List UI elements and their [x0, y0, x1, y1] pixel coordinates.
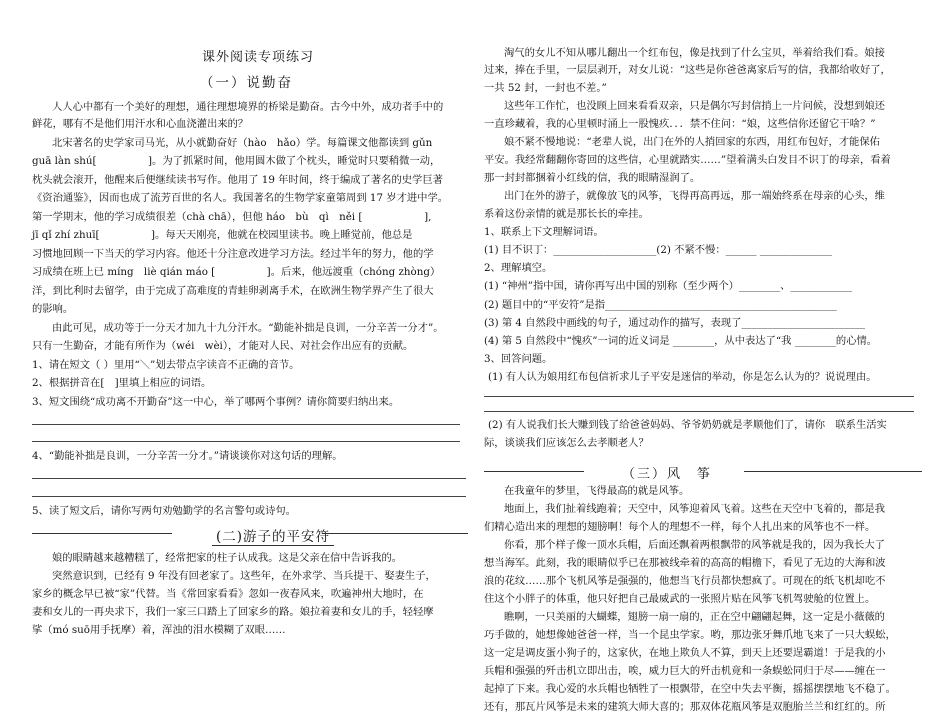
s3-line: 巧手做的，她想像她爸爸一样，当一个昆虫学家。哟，那边张牙舞爪地飞来了一只大蜈蚣， [484, 629, 896, 641]
decorative-rule [744, 471, 922, 472]
answer-line[interactable] [484, 396, 914, 397]
s2-question: (2) 有人说我们长大赚到钱了给爸爸妈妈、爷爷奶奶就是孝顺他们了，请你 联系生活实 [488, 419, 887, 431]
s1-line: 习惯地回顾一下当天的学习内容。他还十分注意改进学习方法。经过半年的努力，他的学 [32, 248, 434, 260]
s2-line: 这些年工作忙，也没顾上回来看看双亲，只是偶尔写封信捎上一片问候，没想到娘还 [504, 100, 885, 112]
decorative-rule [322, 533, 468, 534]
decorative-rule [32, 533, 172, 534]
s3-line: 们精心造出来的理想的翅膀啊！每个人的理想不一样，每个人扎出来的风筝也不一样。 [484, 521, 876, 533]
answer-line[interactable] [484, 411, 914, 412]
s3-line: 浪的花纹……那个飞机风筝是强强的，他想当飞行员都快想疯了。可现在的纸飞机却吃不 [484, 575, 886, 587]
s2-question: 1、联系上下文理解词语。 [484, 226, 604, 238]
s2-line: 系着这份亲情的就是那长长的牵挂。 [484, 208, 649, 220]
s1-question-3: 3、短文围绕“成功离不开勤奋”这一中心，举了哪两个事例？请你简要归纳出来。 [32, 396, 400, 408]
s1-question-5: 5、读了短文后，请你写两句劝勉勤学的名言警句或诗句。 [32, 505, 296, 517]
s2-question: 3、回答问题。 [484, 353, 553, 365]
s1-line: 鲜花，哪有不是他们用汗水和心血浇灌出来的？ [32, 118, 249, 130]
s2-line: 那一封封都捆着小红线的信，我的眼睛湿润了。 [484, 172, 701, 184]
s1-question-2: 2、根据拼音在[ ]里填上相应的词语。 [32, 377, 212, 389]
s1-line: 枕头就会滚开，他醒来后便继续读书写作。他用了 19 年时间，终于编成了著名的史学巨著 [32, 174, 443, 186]
answer-line[interactable] [32, 441, 460, 442]
section3-heading: （三）风 筝 [622, 467, 713, 482]
s3-line: 还有，那瓦片风筝是未来的建筑大师大喜的；那双体花瓶风筝是双胞胎兰兰和红红的。所 [484, 701, 886, 713]
s3-line: 想当海军。此刻，我的眼睛似乎已在那被线牵着的高高的帽檐下，看见了无边的大海和波 [484, 557, 886, 569]
s2-line: 家乡的概念早已被“家”代替。当《常回家看看》忽如一夜春风来，吹遍神州大地时，在 [32, 588, 424, 600]
s2-line: 妻和女儿的一再央求下，我们一家三口踏上了回家乡的路。娘拉着妻和女儿的手，轻轻摩 [32, 606, 434, 618]
s1-line: 由此可见，成功等于一分天才加九十九分汗水。“勤能补拙是良训，一分辛苦一分才”。 [52, 322, 444, 334]
s2-line: 淘气的女儿不知从哪儿翻出一个红布包，像是找到了什么宝贝，举着给我们看。娘接 [504, 47, 885, 59]
answer-line[interactable] [32, 496, 466, 497]
page-title: 课外阅读专项练习 [202, 50, 315, 65]
section1-heading: （一）说勤奋 [200, 75, 293, 91]
s1-line: 洋，到比利时去留学，由于完成了高难度的青蛙卵剥离手术，在欧洲生物学界产生了很大 [32, 285, 434, 297]
answer-line[interactable] [32, 478, 466, 479]
s2-question: (2) 题目中的“平安符”是指_____________________________________________ [484, 299, 837, 311]
s2-line: 平安。我经常翻翻你寄回的这些信，心里就踏实……”望着满头白发目不识丁的母亲，看着 [484, 154, 891, 166]
s1-line: 只有一生勤奋，才能有所作为（wéi wèi），才能对人民、对社会作出应有的贡献。 [32, 340, 414, 352]
s3-line: 地面上，我们扯着线跑着；天空中，风筝迎着风飞着。这些在天空中飞着的，都是我 [504, 503, 885, 515]
s2-line: 过来，捧在手里，一层层剥开，对女儿说：“这些是你爸爸离家后写的信，我都给收好了， [484, 64, 891, 76]
s2-line: 突然意识到，已经有 9 年没有回老家了。这些年，在外求学、当兵提干、娶妻生子， [52, 570, 436, 582]
s3-line: 你看，那个样子像一顶水兵帽，后面还飘着两根飘带的风筝就是我的，因为我长大了 [504, 539, 885, 551]
answer-line[interactable] [32, 424, 460, 425]
s2-line: 出门在外的游子，就像放飞的风筝，飞得再高再远，那一端始终系在母亲的心头，维 [504, 190, 885, 202]
s3-line: 瞧啊，一只美丽的大蝴蝶，翅膀一扇一扇的，正在空中翩翩起舞，这一定是小薇薇的 [504, 611, 885, 623]
s1-question-1: 1、请在短文（ ）里用“＼”划去带点字读音不正确的音节。 [32, 359, 300, 371]
s1-line: 人人心中都有一个美好的理想，通往理想境界的桥梁是勤奋。古今中外，成功者手中的 [52, 101, 444, 113]
s3-line: 住这个小胖子的体重，他只好把自己最威武的一张照片贴在风筝飞机驾驶舱的位置上。 [484, 593, 876, 605]
s2-line: 娘不紧不慢地说：“老辈人说，出门在外的人捎回家的东西，用红布包好，才能保佑 [504, 136, 880, 148]
s2-question: (1) “神州”指中国，请你再写出中国的别称（至少两个）________、____________ [484, 280, 853, 292]
s2-question: (1) 目不识丁：____________________(2) 不紧不慢：______ ______________ [484, 244, 832, 256]
s1-line: 北宋著名的史学家司马光，从小就勤奋好（hào hǎo）学。每篇课文他都读到 gǔn [52, 137, 433, 149]
s2-question: (1) 有人认为娘用红布包信祈求儿子平安是迷信的举动，你是怎么认为的？说说理由。 [488, 371, 877, 383]
s2-question: (4) 第 5 自然段中“愧疚”一词的近义词是 ________，从中表达了“我 ________的心情。 [484, 335, 878, 347]
s3-line: 起掉了下来。我心爱的水兵帽也牺牲了一根飘带，在空中失去平衡，摇摇摆摆地飞不稳了。 [484, 683, 896, 695]
s2-line: 一共 52 封，一封也不差。” [484, 82, 607, 94]
s1-question-4: 4、“勤能补拙是良训，一分辛苦一分才。”请谈谈你对这句话的理解。 [32, 450, 343, 462]
s2-line: 挲（mó suō用手抚摩）着，浑浊的泪水模糊了双眼…… [32, 624, 286, 636]
s1-line: 《资治通鉴》，因而也成了流芳百世的名人。我国著名的生物学家童第周到 17 岁才进中学。 [32, 192, 449, 204]
s3-line: 这一定是调皮蛋小狗子的，这家伙，在地上欺负人不算，到天上还要逞霸道！于是我的小 [484, 647, 886, 659]
s1-line: 第一学期末，他的学习成绩很差（chà chā），但他 háo bù qì něi [ ], [32, 211, 432, 223]
s1-line: jī qǐ zhí zhuī[ ]。每天天刚亮，他就在校园里读书。晚上睡觉前，他总是 [32, 229, 413, 241]
s2-line: 一直珍藏着，我的心里顿时涌上一股愧疚．．．禁不住问：“娘，这些信你还留它干啥？” [484, 118, 876, 130]
section2-heading: (二)游子的平安符 [212, 525, 334, 546]
s2-question: (3) 第 4 自然段中画线的句子，通过动作的描写，表现了________________________ [484, 317, 866, 329]
s2-line: 娘的眼睛越来越糟糕了，经常把家的柱子认成我。这是父亲在信中告诉我的。 [52, 552, 403, 564]
s3-line: 兵帽和强强的歼击机立即出击，唉，威力巨大的歼击机竟和一条蜈蚣同归于尽——缠在一 [484, 665, 886, 677]
s1-line: 习成绩在班上已 míng liè qián máo [ ]。后来，他远渡重（chóng zhòng） [32, 266, 441, 278]
s1-line: guā làn shú[ ]。为了抓紧时间，他用圆木做了个枕头，睡觉时只要稍微一动， [32, 155, 441, 167]
s2-question: 2、理解填空。 [484, 262, 553, 274]
s1-line: 的影响。 [32, 303, 74, 315]
decorative-rule [484, 471, 584, 472]
s3-line: 在我童年的梦里，飞得最高的就是风筝。 [504, 485, 690, 497]
s2-question: 际，谈谈我们应该怎么去孝顺老人？ [484, 437, 649, 449]
